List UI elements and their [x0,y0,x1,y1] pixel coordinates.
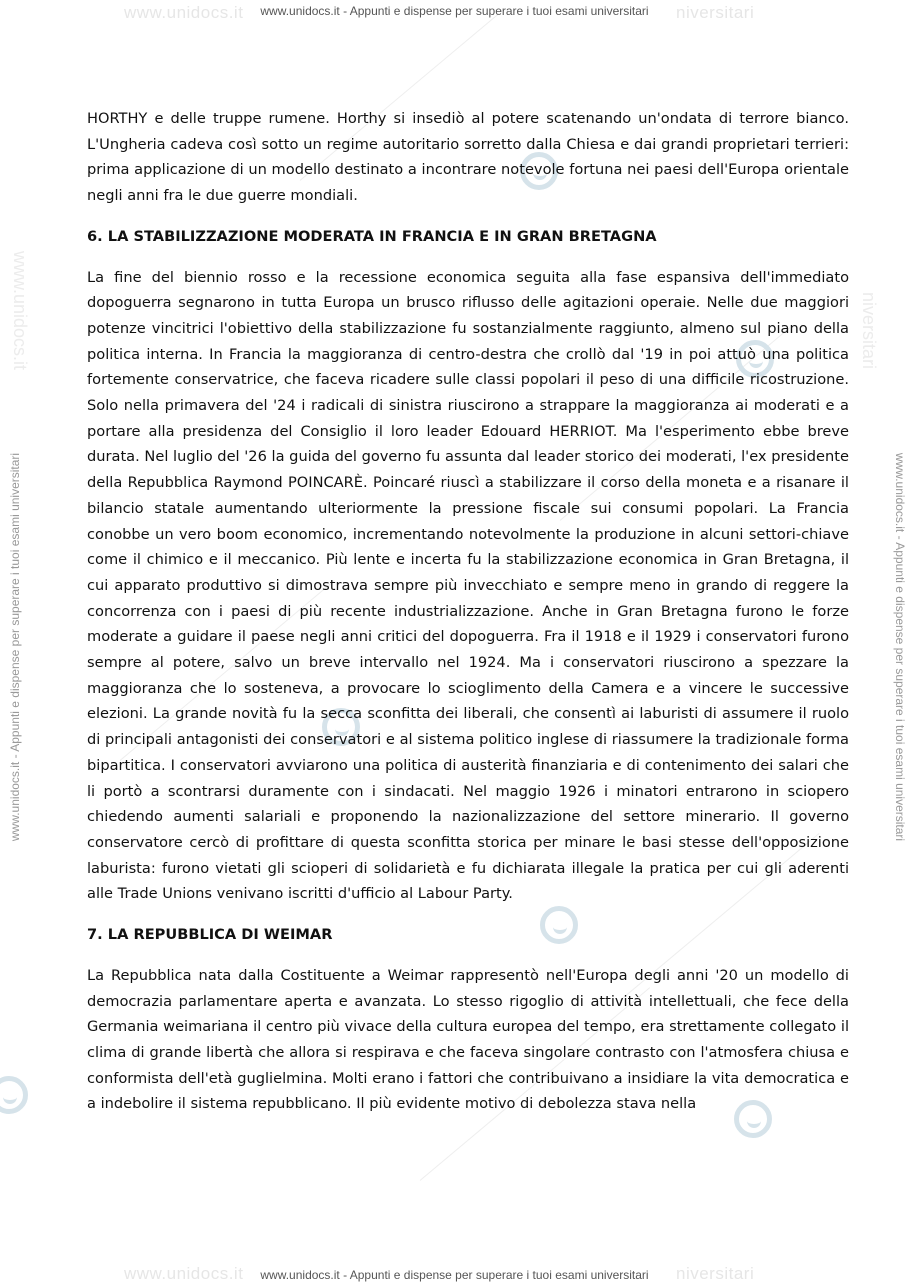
header-ghost-watermark: www.unidocs.it [124,3,244,22]
document-body [87,106,849,1117]
right-side-ghost-watermark: niversitari [859,291,880,370]
footer-watermark: www.unidocs.it - Appunti e dispense per superare i tuoi esami universitari [260,1268,649,1282]
header-watermark: www.unidocs.it - Appunti e dispense per superare i tuoi esami universitari [260,4,649,18]
section-7-paragraph: La Repubblica nata dalla Costituente a Weimar rappresentò nell'Europa degli anni '20 un modello di democrazia parlamentare aperta e avanzata. Lo stesso rigoglio di attività intellettuali, che fece della Germania weimariana il centro più vivace della cultura europea del tempo, era strettamente collegato il clima di grande libertà che allora si respirava e che faceva singolare contrasto con l'atmosfera chiusa e conformista dell'età guglielmina. Molti erano i fattori che contribuivano a insidiare la vita democratica e a indebolire il sistema repubblicano. Il più evidente motivo di debolezza stava nella [87,966,849,1113]
left-side-watermark: www.unidocs.it - Appunti e dispense per superare i tuoi esami universitari [8,452,22,842]
header-ghost-watermark-suffix: niversitari [676,3,755,22]
section-7-title: 7. LA REPUBBLICA DI WEIMAR [87,926,333,944]
left-side-ghost-watermark: www.unidocs.it [10,250,31,371]
right-side-watermark: www.unidocs.it - Appunti e dispense per superare i tuoi esami universitari [893,452,907,842]
intro-paragraph: HORTHY e delle truppe rumene. Horthy si insediò al potere scatenando un'ondata di terrore bianco. L'Ungheria cadeva così sotto un regime autoritario sorretto dalla Chiesa e dai grandi proprietari terrieri: prima applicazione di un modello destinato a incontrare notevole fortuna nei paesi dell'Europa orientale negli anni fra le due guerre mondiali. [87,110,849,205]
footer-ghost-watermark: www.unidocs.it [124,1264,244,1283]
section-6-paragraph: La fine del biennio rosso e la recessione economica seguita alla fase espansiva dell'immediato dopoguerra segnarono in tutta Europa un brusco riflusso delle agitazioni operaie. Nelle due maggiori potenze vincitrici l'obiettivo della stabilizzazione fu sostanzialmente raggiunto, almeno sul piano della politica interna. In Francia la maggioranza di centro-destra che crollò dal '19 in poi attuò una politica fortemente conservatrice, che faceva ricadere sulle classi popolari il peso di una difficile ricostruzione. Solo nella primavera del '24 i radicali di sinistra riuscirono a strappare la maggioranza ai moderati e a portare alla presidenza del Consiglio il loro leader Edouard HERRIOT. Ma l'esperimento ebbe breve durata. Nel luglio del '26 la guida del governo fu assunta dal leader storico dei moderati, l'ex presidente della Repubblica Raymond POINCARÈ. Poincaré riuscì a stabilizzare il corso della moneta e a risanare il bilancio statale aumentando ulteriormente la pressione fiscale sui consumi popolari. La Francia conobbe un vero boom economico, incrementando notevolmente la produzione in alcuni settori-chiave come il chimico e il meccanico. Più lente e incerta fu la stabilizzazione economica in Gran Bretagna, il cui apparato produttivo si dimostrava sempre più invecchiato e sempre meno in grando di reggere la concorrenza con i paesi di più recente industrializzazione. Anche in Gran Bretagna furono le forze moderate a guidare il paese negli anni critici del dopoguerra. Fra il 1918 e il 1929 i conservatori furono sempre al potere, salvo un breve intervallo nel 1924. Ma i conservatori riuscirono a spezzare la maggioranza che lo sosteneva, a provocare lo scioglimento della Camera e a vincere le successive elezioni. La grande novità fu la secca sconfitta dei liberali, che consentì ai laburisti di assumere il ruolo di principali antagonisti dei conservatori e al sistema politico inglese di riassumere la tradizionale forma bipartitica. I conservatori avviarono una politica di austerità finanziaria e di contenimento dei salari che li portò a scontrarsi duramente con i sindacati. Nel maggio 1926 i minatori entrarono in sciopero chiedendo aumenti salariali e proponendo la nazionalizzazione del settore minerario. Il governo conservatore cercò di profittare di questa sconfitta storica per minare le basi stesse dell'opposizione laburista: furono vietati gli scioperi di solidarietà e fu dichiarata illegale la pratica per cui gli aderenti alle Trade Unions venivano iscritti d'ufficio al Labour Party. [87,268,849,903]
footer-ghost-watermark-suffix: niversitari [676,1264,755,1283]
section-6-title: 6. LA STABILIZZAZIONE MODERATA IN FRANCIA E IN GRAN BRETAGNA [87,227,657,245]
unidocs-logo-icon [0,1076,28,1114]
